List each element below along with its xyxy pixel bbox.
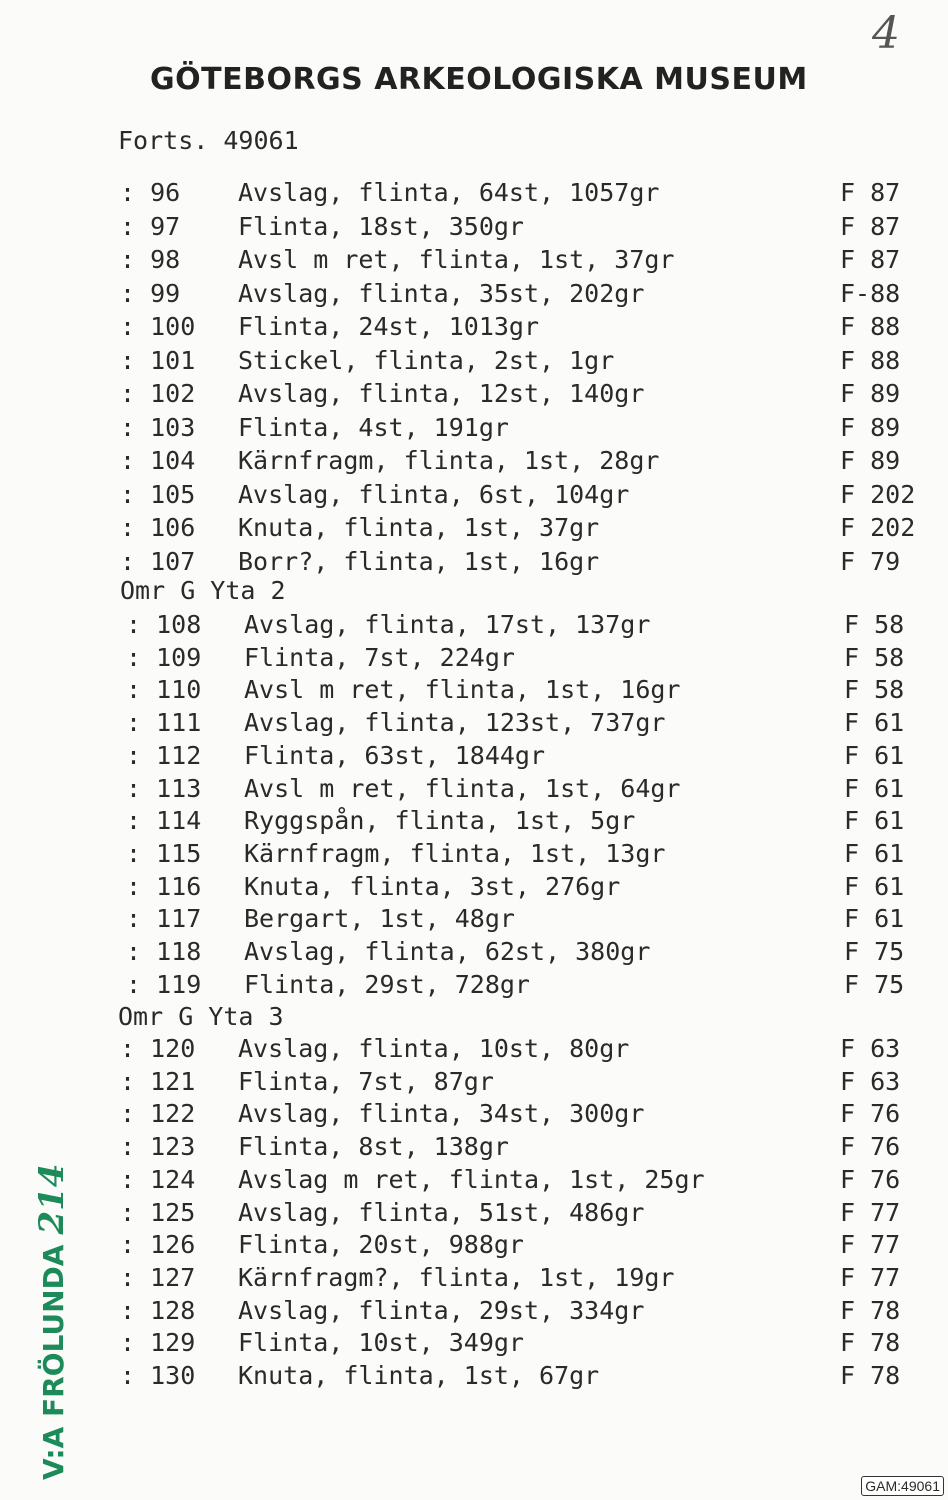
catalog-entry: [126, 937, 948, 967]
entry-description: Kärnfragm, flinta, 1st, 13gr: [244, 838, 666, 868]
catalog-entry: [120, 346, 948, 376]
entry-number: : 119: [126, 969, 202, 999]
entry-find-reference: F 87: [840, 178, 901, 207]
catalog-entry: [126, 872, 948, 902]
entry-description: Kärnfragm, flinta, 1st, 28gr: [238, 446, 660, 475]
entry-number: : 128: [120, 1295, 196, 1325]
entry-find-reference: F 61: [844, 838, 905, 868]
entry-description: Borr?, flinta, 1st, 16gr: [238, 546, 600, 576]
entry-find-reference: F 87: [840, 211, 901, 241]
entry-number: : 116: [126, 871, 202, 901]
entry-find-reference: F 78: [840, 1295, 901, 1325]
entry-description: Flinta, 63st, 1844gr: [244, 740, 546, 770]
entry-description: Avslag, flinta, 6st, 104gr: [238, 479, 630, 509]
entry-find-reference: F 202: [840, 479, 916, 509]
entry-find-reference: F 61: [844, 806, 905, 836]
stamp-text: V:A FRÖLUNDA: [37, 1244, 70, 1480]
entry-number: : 103: [120, 412, 196, 442]
entry-number: : 126: [120, 1230, 196, 1260]
catalog-entry: [120, 1099, 948, 1129]
entry-find-reference: F 77: [840, 1230, 901, 1260]
entry-number: : 99: [120, 278, 181, 308]
entry-number: : 98: [120, 245, 181, 274]
entry-find-reference: F 89: [840, 379, 901, 408]
entry-number: : 105: [120, 479, 196, 509]
entry-find-reference: F 89: [840, 412, 901, 442]
entry-number: : 113: [126, 773, 202, 803]
entry-find-reference: F 77: [840, 1197, 901, 1227]
entry-description: Bergart, 1st, 48gr: [244, 904, 515, 934]
entry-number: : 108: [126, 610, 202, 639]
entry-find-reference: F 63: [840, 1034, 901, 1063]
entry-number: : 110: [126, 675, 202, 705]
entry-number: : 123: [120, 1132, 196, 1162]
entry-find-reference: F 61: [844, 871, 905, 901]
catalog-entry: [120, 245, 948, 275]
entry-description: Knuta, flinta, 3st, 276gr: [244, 871, 621, 901]
entry-description: Flinta, 10st, 349gr: [238, 1328, 524, 1358]
entry-description: Avsl m ret, flinta, 1st, 16gr: [244, 675, 681, 705]
catalog-entry: [126, 774, 948, 804]
catalog-entry: [120, 178, 948, 208]
entry-description: Avslag m ret, flinta, 1st, 25gr: [238, 1164, 705, 1194]
entry-find-reference: F 58: [844, 675, 905, 705]
entry-description: Flinta, 7st, 87gr: [238, 1066, 494, 1096]
catalog-entry: [126, 610, 948, 640]
entry-find-reference: F 58: [844, 610, 905, 639]
entry-number: : 112: [126, 740, 202, 770]
entry-number: : 97: [120, 211, 181, 241]
id-tag: GAM:49061: [861, 1476, 944, 1496]
catalog-entry: [120, 1263, 948, 1293]
catalog-entry: [126, 741, 948, 771]
entry-description: Avslag, flinta, 12st, 140gr: [238, 379, 645, 408]
catalog-entry: [120, 1296, 948, 1326]
entry-find-reference: F 88: [840, 312, 901, 341]
entry-description: Knuta, flinta, 1st, 67gr: [238, 1361, 600, 1390]
catalog-entry: [120, 1198, 948, 1228]
catalog-entry: [120, 212, 948, 242]
entry-description: Avsl m ret, flinta, 1st, 64gr: [244, 773, 681, 803]
entry-description: Avslag, flinta, 17st, 137gr: [244, 610, 651, 639]
entry-find-reference: F 202: [840, 513, 916, 542]
museum-title: GÖTEBORGS ARKEOLOGISKA MUSEUM: [150, 62, 808, 97]
entry-number: : 129: [120, 1328, 196, 1358]
entry-number: : 121: [120, 1066, 196, 1096]
location-stamp: [32, 1164, 72, 1480]
entry-find-reference: F 76: [840, 1132, 901, 1162]
catalog-entry: [126, 643, 948, 673]
entry-description: Flinta, 7st, 224gr: [244, 642, 515, 672]
catalog-entry: [120, 1034, 948, 1064]
entry-find-reference: F 78: [840, 1361, 901, 1390]
catalog-entry: [120, 446, 948, 476]
entry-description: Stickel, flinta, 2st, 1gr: [238, 345, 615, 375]
stamp-number: 214: [32, 1163, 72, 1235]
entry-number: : 101: [120, 345, 196, 375]
entry-description: Avslag, flinta, 34st, 300gr: [238, 1099, 645, 1129]
entry-number: : 107: [120, 546, 196, 576]
entry-find-reference: F 61: [844, 708, 905, 738]
entry-description: Avslag, flinta, 10st, 80gr: [238, 1034, 630, 1063]
entry-find-reference: F 77: [840, 1262, 901, 1292]
entry-number: : 106: [120, 513, 196, 542]
catalog-entry: [120, 279, 948, 309]
entry-number: : 111: [126, 708, 202, 738]
entry-description: Flinta, 20st, 988gr: [238, 1230, 524, 1260]
entry-find-reference: F 61: [844, 773, 905, 803]
entry-description: Ryggspån, flinta, 1st, 5gr: [244, 806, 636, 836]
catalog-entry: [126, 675, 948, 705]
continuation-label: Forts. 49061: [118, 126, 299, 155]
entry-number: : 120: [120, 1034, 196, 1063]
entry-find-reference: F 58: [844, 642, 905, 672]
entry-description: Flinta, 29st, 728gr: [244, 969, 530, 999]
catalog-entry: [126, 970, 948, 1000]
entry-find-reference: F 87: [840, 245, 901, 274]
entry-find-reference: F-88: [840, 278, 901, 308]
entry-number: : 122: [120, 1099, 196, 1129]
catalog-entry: [126, 708, 948, 738]
entry-description: Flinta, 4st, 191gr: [238, 412, 509, 442]
catalog-entry: [120, 413, 948, 443]
catalog-entry: [120, 1230, 948, 1260]
entry-description: Flinta, 24st, 1013gr: [238, 312, 540, 341]
catalog-entry: [126, 839, 948, 869]
entry-description: Kärnfragm?, flinta, 1st, 19gr: [238, 1262, 675, 1292]
catalog-entry: [126, 904, 948, 934]
entry-description: Knuta, flinta, 1st, 37gr: [238, 513, 600, 542]
catalog-entry: [120, 1361, 948, 1391]
entry-find-reference: F 89: [840, 446, 901, 475]
entry-number: : 115: [126, 838, 202, 868]
entry-description: Flinta, 8st, 138gr: [238, 1132, 509, 1162]
catalog-entry: [120, 480, 948, 510]
entry-number: : 114: [126, 806, 202, 836]
entry-find-reference: F 75: [844, 937, 905, 966]
entry-description: Avslag, flinta, 29st, 334gr: [238, 1295, 645, 1325]
entry-number: : 117: [126, 904, 202, 934]
catalog-entry: [120, 1132, 948, 1162]
catalog-entry: [120, 1328, 948, 1358]
entry-number: : 118: [126, 937, 202, 966]
section-label-yta-2: Omr G Yta 2: [120, 576, 286, 605]
catalog-entry: [120, 1165, 948, 1195]
entry-find-reference: F 78: [840, 1328, 901, 1358]
entry-number: : 130: [120, 1361, 196, 1390]
entry-description: Flinta, 18st, 350gr: [238, 211, 524, 241]
catalog-entry: [126, 806, 948, 836]
entry-number: : 124: [120, 1164, 196, 1194]
entry-find-reference: F 76: [840, 1099, 901, 1129]
section-label-yta-3: Omr G Yta 3: [118, 1002, 284, 1031]
catalog-entry: [120, 379, 948, 409]
entry-description: Avslag, flinta, 51st, 486gr: [238, 1197, 645, 1227]
entry-find-reference: F 75: [844, 969, 905, 999]
entry-description: Avslag, flinta, 35st, 202gr: [238, 278, 645, 308]
entry-find-reference: F 63: [840, 1066, 901, 1096]
entry-number: : 127: [120, 1262, 196, 1292]
entry-description: Avslag, flinta, 62st, 380gr: [244, 937, 651, 966]
entry-description: Avsl m ret, flinta, 1st, 37gr: [238, 245, 675, 274]
entry-number: : 100: [120, 312, 196, 341]
entry-description: Avslag, flinta, 123st, 737gr: [244, 708, 666, 738]
entry-number: : 104: [120, 446, 196, 475]
entry-find-reference: F 61: [844, 904, 905, 934]
catalog-entry: [120, 513, 948, 543]
catalog-entry: [120, 547, 948, 577]
entry-description: Avslag, flinta, 64st, 1057gr: [238, 178, 660, 207]
entry-number: : 109: [126, 642, 202, 672]
entry-find-reference: F 61: [844, 740, 905, 770]
page-number: 4: [872, 8, 900, 59]
catalog-entry: [120, 1067, 948, 1097]
entry-number: : 125: [120, 1197, 196, 1227]
entry-find-reference: F 79: [840, 546, 901, 576]
entry-find-reference: F 88: [840, 345, 901, 375]
entry-find-reference: F 76: [840, 1164, 901, 1194]
entry-number: : 102: [120, 379, 196, 408]
catalog-entry: [120, 312, 948, 342]
entry-number: : 96: [120, 178, 181, 207]
